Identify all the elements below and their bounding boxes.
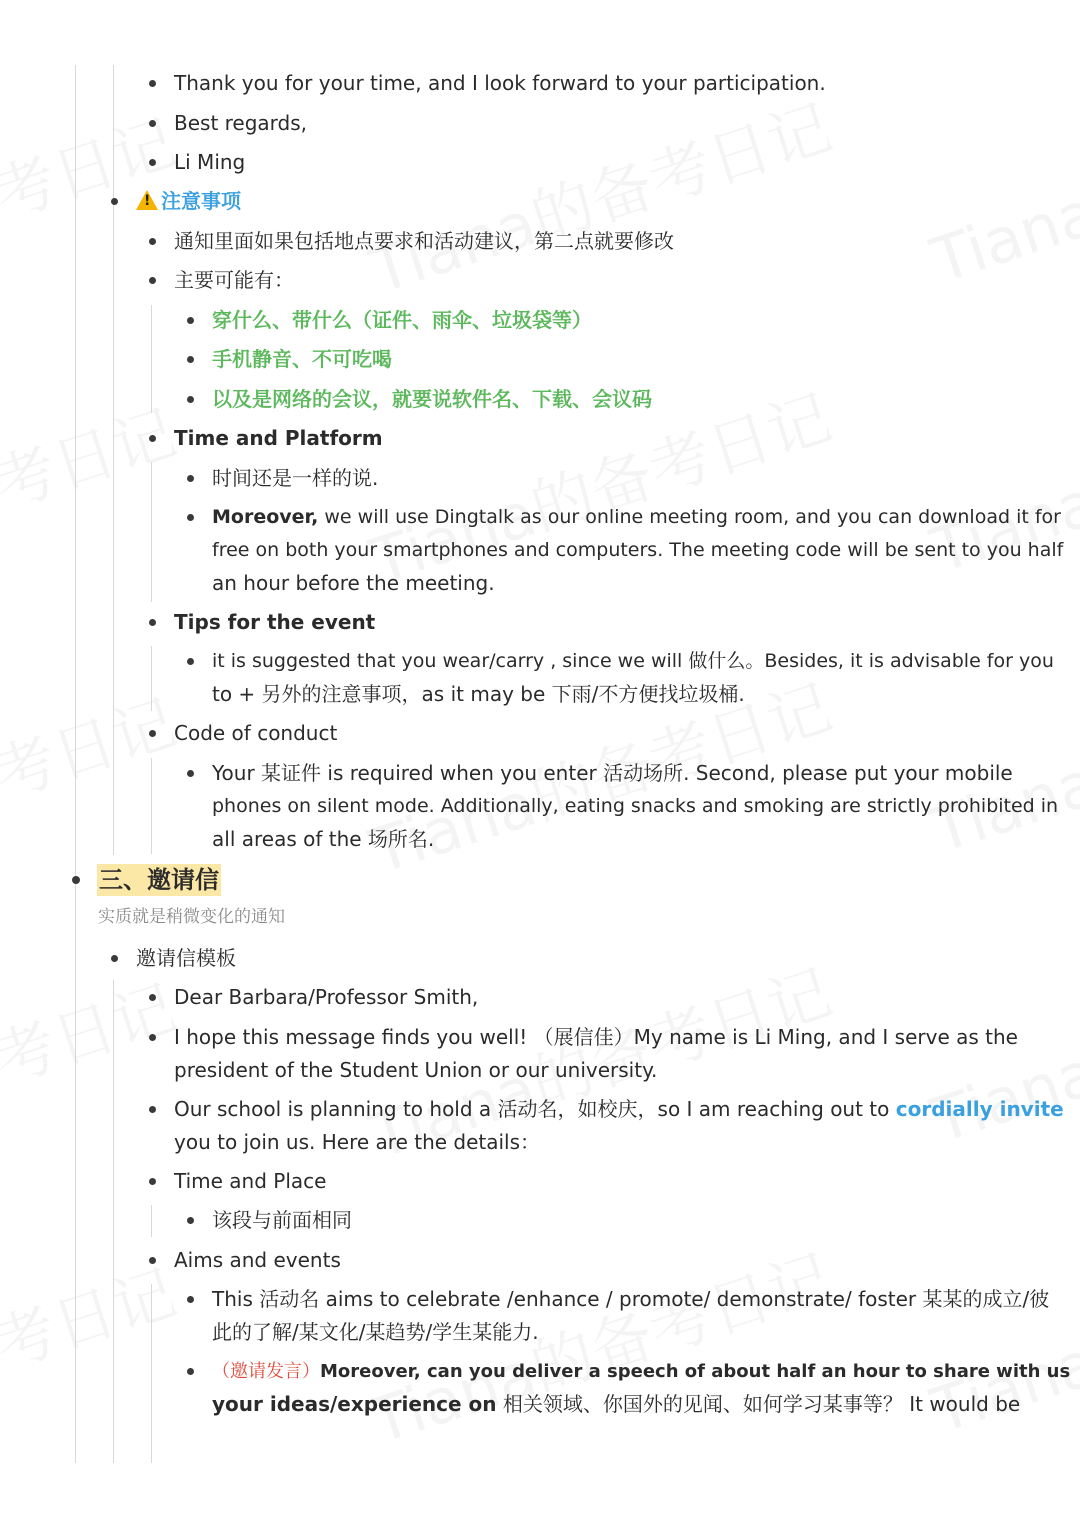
- bullet: [187, 1368, 194, 1375]
- red-label: （邀请发言）: [212, 1361, 320, 1382]
- bullet: [149, 277, 156, 284]
- watermark: [0, 673, 185, 815]
- bullet: [149, 159, 156, 166]
- paragraph-line: This 活动名 aims to celebrate /enhance / promote/ demonstrate/ foster 某某的成立/彼: [212, 1287, 1050, 1311]
- indent-guide: [151, 305, 152, 413]
- bullet: [149, 238, 156, 245]
- bullet: [149, 80, 156, 87]
- bold-lead: Moreover,: [212, 506, 319, 528]
- watermark: [0, 383, 185, 525]
- warning-icon: [136, 190, 158, 210]
- highlight-phrase: cordially invite: [895, 1097, 1064, 1121]
- bullet: [111, 198, 118, 205]
- paragraph-line: I hope this message finds you well! （展信佳）My name is Li Ming, and I serve as the: [174, 1025, 1018, 1049]
- watermark: [0, 1243, 185, 1385]
- paragraph-line: president of the Student Union or our university.: [174, 1058, 658, 1082]
- bold-text: your ideas/experience on: [212, 1392, 497, 1416]
- paragraph-line: phones on silent mode. Additionally, eating snacks and smoking are strictly prohibited in: [212, 795, 1059, 817]
- list-item: 时间还是一样的说.: [212, 466, 379, 490]
- section3-heading: [97, 862, 221, 899]
- indent-guide: [75, 65, 76, 1463]
- bullet: [72, 876, 80, 884]
- bullet: [187, 514, 194, 521]
- paragraph-line: [212, 501, 1061, 534]
- bullet: [187, 356, 194, 363]
- list-item: 手机静音、不可吃喝: [212, 347, 392, 371]
- indent-guide: [151, 758, 152, 854]
- list-item: 该段与前面相同: [212, 1208, 352, 1232]
- bullet: [111, 955, 118, 962]
- paragraph-line: [174, 1093, 1064, 1126]
- indent-guide: [151, 1284, 152, 1463]
- list-item: 穿什么、带什么（证件、雨伞、垃圾袋等）: [212, 308, 592, 332]
- indent-guide: [113, 65, 114, 855]
- text-run: 相关领域、你国外的见闻、如何学习某事等？ It would be: [496, 1392, 1021, 1416]
- bullet: [149, 1178, 156, 1185]
- paragraph-line: all areas of the 场所名.: [212, 827, 435, 851]
- notes-heading: [136, 185, 241, 218]
- bullet: [149, 994, 156, 1001]
- bullet: [187, 658, 194, 665]
- list-item: Li Ming: [174, 150, 246, 174]
- section-heading: Tips for the event: [174, 610, 376, 634]
- bold-text: Moreover, can you deliver a speech of about half an hour to share with us: [320, 1361, 1071, 1382]
- list-item: Thank you for your time, and I look forward to your participation.: [174, 71, 826, 95]
- paragraph-line: 此的了解/某文化/某趋势/学生某能力.: [212, 1320, 539, 1344]
- paragraph-line: to + 另外的注意事项，as it may be 下雨/不方便找垃圾桶.: [212, 682, 745, 706]
- watermark: [358, 78, 841, 311]
- section-heading: Code of conduct: [174, 721, 338, 745]
- paragraph-line: it is suggested that you wear/carry , since we will 做什么。Besides, it is advisable for you: [212, 650, 1054, 672]
- text-run: we will use Dingtalk as our online meeting room, and you can download it for: [318, 506, 1061, 528]
- text-run: Our school is planning to hold a 活动名，如校庆，so I am reaching out to: [174, 1097, 896, 1121]
- subnote: 实质就是稍微变化的通知: [98, 907, 285, 927]
- indent-guide: [151, 1205, 152, 1237]
- paragraph-line: an hour before the meeting.: [212, 571, 495, 595]
- list-item: 以及是网络的会议，就要说软件名、下载、会议码: [212, 387, 652, 411]
- bullet: [187, 317, 194, 324]
- paragraph-line: you to join us. Here are the details：: [174, 1130, 541, 1154]
- bullet: [187, 1296, 194, 1303]
- section-heading: Time and Place: [174, 1169, 327, 1193]
- section-heading: 邀请信模板: [136, 946, 236, 970]
- bullet: [149, 120, 156, 127]
- paragraph-line: Your 某证件 is required when you enter 活动场所. Second, please put your mobile: [212, 761, 1013, 785]
- watermark: [923, 176, 1080, 297]
- bullet: [187, 770, 194, 777]
- indent-guide: [151, 462, 152, 602]
- bullet: [149, 619, 156, 626]
- section-heading: Time and Platform: [174, 426, 383, 450]
- list-item: 主要可能有：: [174, 268, 294, 292]
- bullet: [149, 730, 156, 737]
- bullet: [149, 1106, 156, 1113]
- bullet: [187, 396, 194, 403]
- paragraph-line: [212, 1388, 1020, 1421]
- bullet: [187, 475, 194, 482]
- indent-guide: [113, 980, 114, 1463]
- bullet: [187, 1217, 194, 1224]
- paragraph-line: [212, 1355, 1070, 1388]
- bullet: [149, 1034, 156, 1041]
- list-item: 通知里面如果包括地点要求和活动建议，第二点就要修改: [174, 229, 674, 253]
- bullet: [149, 435, 156, 442]
- highlighted-heading: 三、邀请信: [99, 866, 219, 894]
- watermark: [0, 958, 185, 1100]
- bullet: [149, 1257, 156, 1264]
- indent-guide: [151, 646, 152, 711]
- list-item: Dear Barbara/Professor Smith,: [174, 985, 479, 1009]
- list-item: Best regards,: [174, 111, 308, 135]
- notes-heading-label: 注意事项: [161, 189, 241, 213]
- section-heading: Aims and events: [174, 1248, 341, 1272]
- paragraph-line: free on both your smartphones and computers. The meeting code will be sent to you half: [212, 539, 1064, 561]
